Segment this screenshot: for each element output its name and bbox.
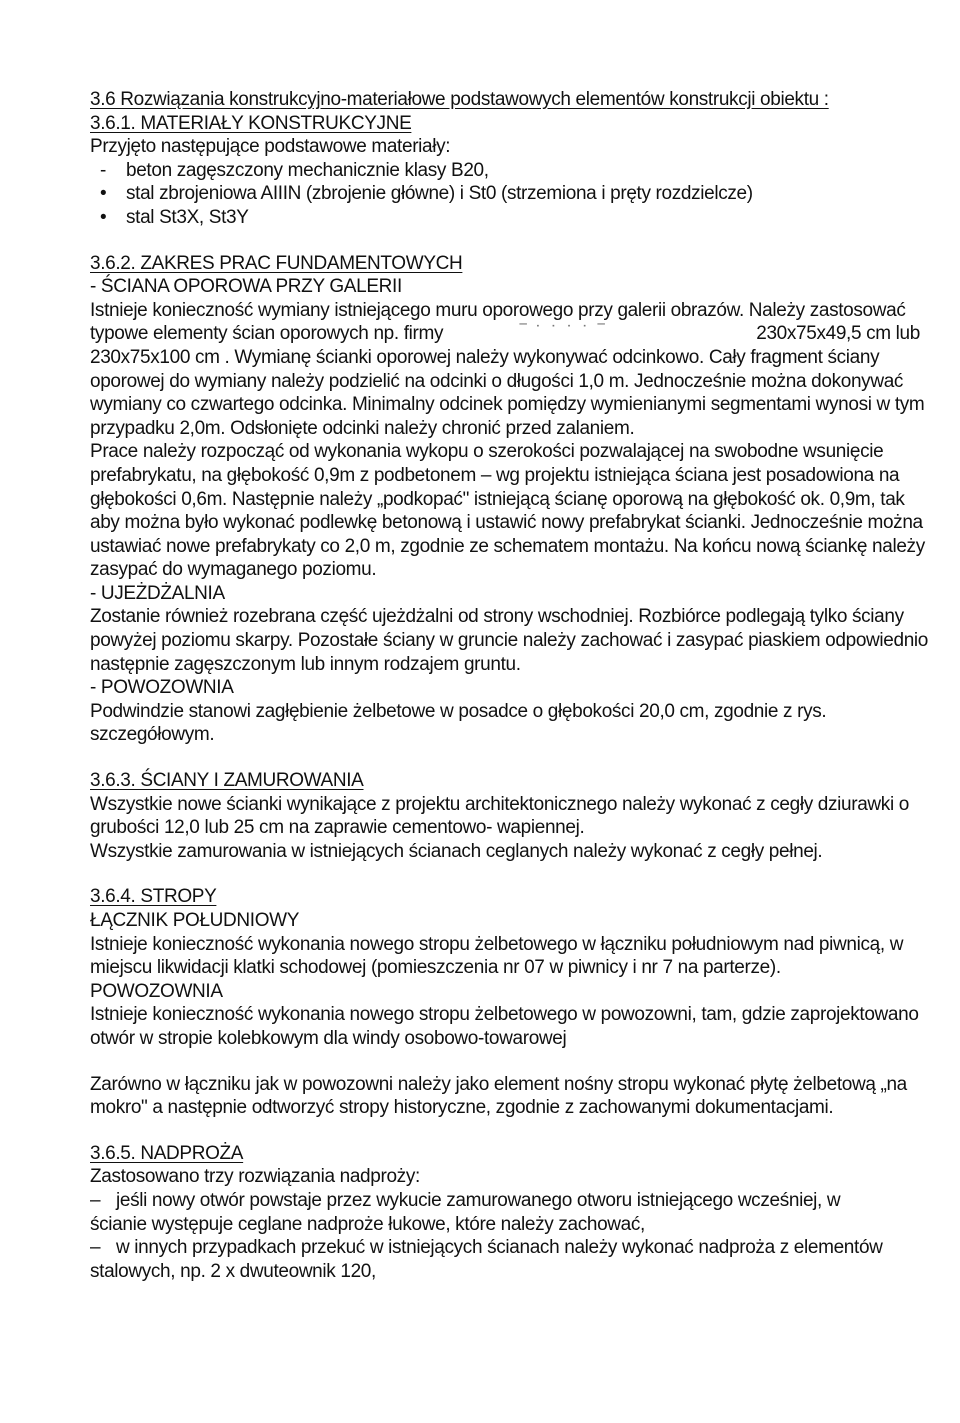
list-item-continuation: stalowych, np. 2 x dwuteownik 120, [90,1260,376,1282]
spacer [90,747,920,769]
heading-365: 3.6.5. NADPROŻA [90,1142,244,1164]
paragraph-line: Prace należy rozpocząć od wykonania wykopu o szerokości pozwalającej na swobodne wsunięcie [90,441,884,463]
paragraph-line: przypadku 2,0m. Odsłonięte odcinki należy chronić przed zalaniem. [90,417,635,439]
spacer [90,1120,920,1142]
subheading-sciana-oporowa: - ŚCIANA OPOROWA PRZY GALERII [90,276,402,298]
list-item: – w innych przypadkach przekuć w istniejących ścianach należy wykonać nadproża z elementów [90,1237,883,1259]
paragraph-line: Istnieje konieczność wymiany istniejącego muru oporowego przy galerii obrazów. Należy zastosować [90,299,906,321]
paragraph-line: szczegółowym. [90,724,215,746]
paragraph-line: powyżej poziomu skarpy. Pozostałe ściany w gruncie należy zachować i zasypać piaskiem odpowiednio [90,630,929,652]
materials-intro: Przyjęto następujące podstawowe materiały: [90,136,451,158]
paragraph-line: Zostanie również rozebrana część ujeżdżalni od strony wschodniej. Rozbiórce podlegają tylko ściany [90,606,904,628]
paragraph-line: ustawiać nowe prefabrykaty co 2,0 m, zgodnie ze schematem montażu. Na końcu nową ściankę należy [90,535,925,557]
spacer [90,230,920,252]
scan-smudge: ‾ ˙ ˙ ˙ ˙ ‾ [519,323,607,345]
subheading-lacznik: ŁĄCZNIK POŁUDNIOWY [90,910,300,931]
paragraph-line: otwór w stropie kolebkowym dla windy osobowo-towarowej [90,1027,567,1049]
paragraph-line: grubości 12,0 lub 25 cm na zaprawie cementowo- wapiennej. [90,817,585,839]
paragraph-line: mokro" a następnie odtworzyć stropy historyczne, zgodnie z zachowanymi dokumentacjami. [90,1097,834,1119]
paragraph-line: zasypać do wymaganego poziomu. [90,559,377,581]
paragraph-line: oporowej do wymiany należy podzielić na odcinki o długości 1,0 m. Jednocześnie można dokonywać [90,370,904,392]
paragraph-line: Istnieje konieczność wykonania nowego stropu żelbetowego w powozowni, tam, gdzie zaprojektowano [90,1004,919,1026]
subheading-ujezdzalnia: - UJEŻDŻALNIA [90,582,225,604]
paragraph-line: Wszystkie zamurowania w istniejących ścianach ceglanych należy wykonać z cegły pełnej. [90,840,823,862]
heading-362: 3.6.2. ZAKRES PRAC FUNDAMENTOWYCH [90,252,463,274]
paragraph-line: typowe elementy ścian oporowych np. firmy ‾ ˙ ˙ ˙ ˙ ‾ 230x75x49,5 cm lub [90,323,920,345]
heading-364: 3.6.4. STROPY [90,886,217,908]
spacer [90,863,920,885]
paragraph-line: następnie zagęszczonym lub innym rodzajem gruntu. [90,653,521,675]
list-item-continuation: ścianie występuje ceglane nadproże łukowe, które należy zachować, [90,1213,645,1235]
material-item: • stal St3X, St3Y [100,206,249,228]
spacer [90,1051,920,1073]
heading-361: 3.6.1. MATERIAŁY KONSTRUKCYJNE [90,112,412,134]
material-item: - beton zagęszczony mechanicznie klasy B20, [100,159,489,181]
section-heading: 3.6 Rozwiązania konstrukcyjno-materiałowe podstawowych elementów konstrukcji obiektu : [90,89,829,110]
paragraph-line: Podwindzie stanowi zagłębienie żelbetowe w posadce o głębokości 20,0 cm, zgodnie z rys. [90,700,827,722]
paragraph-line: wymiany co czwartego odcinka. Minimalny odcinek pomiędzy wymienianymi segmentami wynosi w tym [90,394,925,416]
paragraph-line: aby można było wykonać podlewkę betonową i ustawić nowy prefabrykat ścianki. Jednocześnie można [90,512,923,534]
paragraph-line: Zarówno w łączniku jak w powozowni należy jako element nośny stropu wykonać płytę żelbetową „na [90,1073,907,1095]
heading-363: 3.6.3. ŚCIANY I ZAMUROWANIA [90,770,364,792]
paragraph-line: Wszystkie nowe ścianki wynikające z projektu architektonicznego należy wykonać z cegły dziurawki o [90,793,909,815]
material-item: • stal zbrojeniowa AIIIN (zbrojenie główne) i St0 (strzemiona i pręty rozdzielcze) [100,183,753,205]
subheading-powozownia-2: POWOZOWNIA [90,980,223,1002]
list-item: – jeśli nowy otwór powstaje przez wykucie zamurowanego otworu istniejącego wcześniej, w [90,1189,841,1211]
paragraph-line: Istnieje konieczność wykonania nowego stropu żelbetowego w łączniku południowym nad piwnicą, w [90,933,904,955]
paragraph-line: prefabrykatu, na głębokość 0,9m z podbetonem – wg projektu istniejąca ściana jest posadowiona na [90,464,900,486]
paragraph-line: głębokości 0,6m. Następnie należy „podkopać" istniejącą ścianę oporową na głębokość ok. 0,9m, tak [90,488,905,510]
paragraph-line: 230x75x100 cm . Wymianę ścianki oporowej należy wykonywać odcinkowo. Cały fragment ściany [90,346,880,368]
nadproza-intro: Zastosowano trzy rozwiązania nadproży: [90,1166,420,1188]
subheading-powozownia: - POWOZOWNIA [90,677,234,699]
paragraph-line: miejscu likwidacji klatki schodowej (pomieszczenia nr 07 w piwnicy i nr 7 na parterze). [90,957,781,979]
